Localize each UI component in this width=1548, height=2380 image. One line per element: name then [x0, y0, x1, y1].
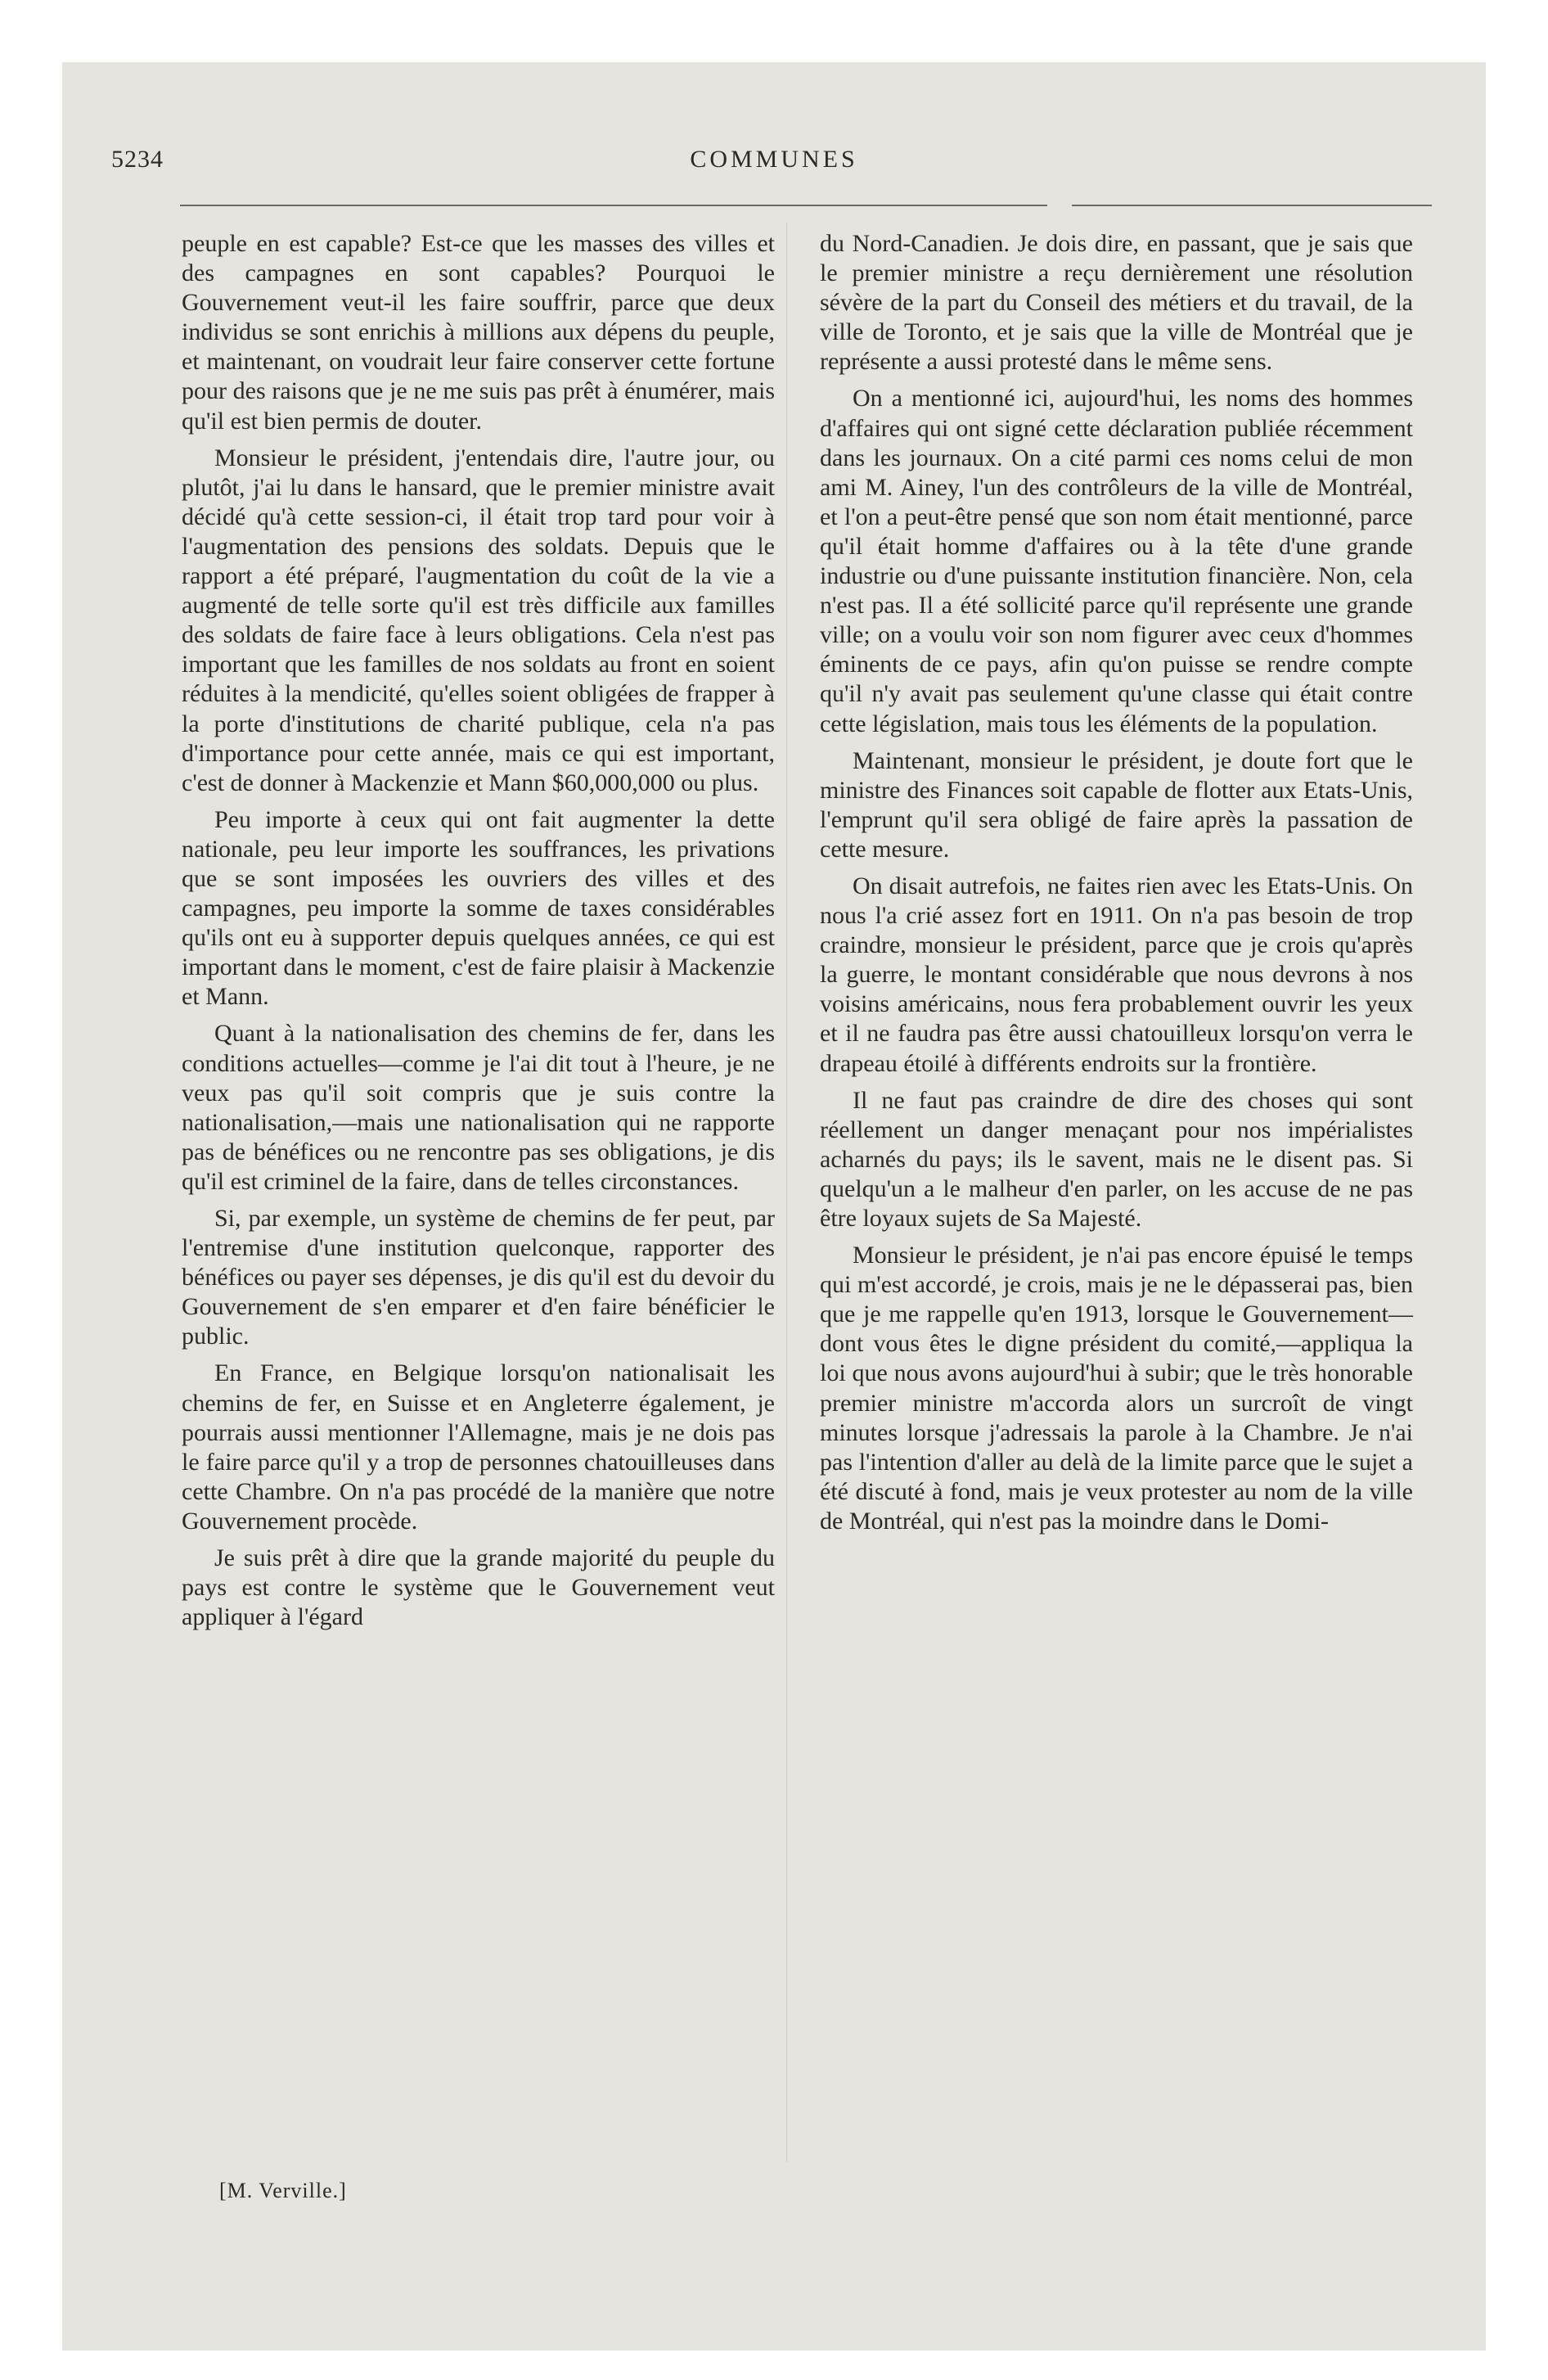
paragraph: On a mentionné ici, aujourd'hui, les noms des hommes d'affaires qui ont signé cette déclaration publiée récemment dans les journaux. On a cité parmi ces noms celui de mon ami M. Ainey, l'un des contrôleurs de la ville de Montréal, et l'on a peut-être pensé que son nom était mentionné, parce qu'il était homme d'affaires ou à la tête d'une grande industrie ou d'une puissante institution financière. Non, cela n'est pas. Il a été sollicité parce qu'il représente une grande ville; on a voulu voir son nom figurer avec ceux d'hommes éminents de ce pays, afin qu'on puisse se rendre compte qu'il n'y avait pas seulement qu'une classe qui était contre cette législation, mais tous les éléments de la population.: [820, 385, 1413, 737]
paragraph: Peu importe à ceux qui ont fait augmenter la dette nationale, peu leur importe les souffrances, les privations que se sont imposées les ouvriers des villes et des campagnes, peu importe la somme de taxes considérables qu'ils ont eu à supporter depuis quelques années, ce qui est important dans le moment, c'est de faire plaisir à Mackenzie et Mann.: [182, 805, 775, 1011]
column-divider: [786, 223, 787, 2162]
paragraph: Monsieur le président, j'entendais dire, l'autre jour, ou plutôt, j'ai lu dans le hansard, que le premier ministre avait décidé qu'à cette session-ci, il était trop tard pour voir à l'augmentation des pensions des soldats. Depuis que le rapport a été préparé, l'augmentation du coût de la vie a augmenté de telle sorte qu'il est très difficile aux familles des soldats de faire face à leurs obligations. Cela n'est pas important que les familles de nos soldats au front en soient réduites à la mendicité, qu'elles soient obligées de frapper à la porte d'institutions de charité publique, cela n'a pas d'importance pour cette année, mais ce qui est important, c'est de donner à Mackenzie et Mann $60,000,000 ou plus.: [182, 444, 775, 796]
paragraph: Je suis prêt à dire que la grande majorité du peuple du pays est contre le système que le Gouvernement veut appliquer à l'égard: [182, 1544, 775, 1631]
left-column: [182, 229, 775, 1639]
running-title: COMMUNES: [690, 146, 858, 173]
paragraph: Monsieur le président, je n'ai pas encore épuisé le temps qui m'est accordé, je crois, mais je ne le dépasserai pas, bien que je me rappelle qu'en 1913, lorsque le Gouvernement—dont vous êtes le digne président du comité,—appliqua la loi que nous avons aujourd'hui à subir; que le très honorable premier ministre m'accorda alors un surcroît de vingt minutes lorsque j'adressais la parole à la Chambre. Je n'ai pas l'intention d'aller au delà de la limite parce que le sujet a été discuté à fond, mais je veux protester au nom de la ville de Montréal, qui n'est pas la moindre dans le Domi-: [820, 1242, 1413, 1535]
speaker-tag: [M. Verville.]: [219, 2179, 347, 2202]
paragraph: Maintenant, monsieur le président, je doute fort que le ministre des Finances soit capable de flotter aux Etats-Unis, l'emprunt qu'il sera obligé de faire après la passation de cette mesure.: [820, 746, 1413, 863]
paragraph: Si, par exemple, un système de chemins de fer peut, par l'entremise d'une institution quelconque, rapporter des bénéfices ou payer ses dépenses, je dis qu'il est du devoir du Gouvernement de s'en emparer et d'en faire bénéficier le public.: [182, 1205, 775, 1350]
header-rule-right: [1072, 205, 1432, 206]
header-rule-left: [180, 205, 1047, 206]
paragraph: du Nord-Canadien. Je dois dire, en passant, que je sais que le premier ministre a reçu dernièrement une résolution sévère de la part du Conseil des métiers et du travail, de la ville de Toronto, et je sais que la ville de Montréal que je représente a aussi protesté dans le même sens.: [820, 230, 1413, 376]
page-number: 5234: [111, 146, 164, 173]
paragraph: Quant à la nationalisation des chemins de fer, dans les conditions actuelles—comme je l'ai dit tout à l'heure, je ne veux pas qu'il soit compris que je suis contre la nationalisation,—mais une nationalisation qui ne rapporte pas de bénéfices ou ne rencontre pas ses obligations, je dis qu'il est criminel de la faire, dans de telles circonstances.: [182, 1020, 775, 1195]
paragraph: En France, en Belgique lorsqu'on nationalisait les chemins de fer, en Suisse et en Angleterre également, je pourrais aussi mentionner l'Allemagne, mais je ne dois pas le faire parce qu'il y a trop de personnes chatouilleuses dans cette Chambre. On n'a pas procédé de la manière que notre Gouvernement procède.: [182, 1359, 775, 1535]
right-column: [820, 229, 1413, 1544]
paragraph: On disait autrefois, ne faites rien avec les Etats-Unis. On nous l'a crié assez fort en 1911. On n'a pas besoin de trop craindre, monsieur le président, parce que je crois qu'après la guerre, le montant considérable que nous devrons à nos voisins américains, nous fera probablement ouvrir les yeux et il ne faudra pas être aussi chatouilleux lorsqu'on verra le drapeau étoilé à différents endroits sur la frontière.: [820, 872, 1413, 1077]
paragraph: Il ne faut pas craindre de dire des choses qui sont réellement un danger menaçant pour nos impérialistes acharnés du pays; ils le savent, mais ne le disent pas. Si quelqu'un a le malheur d'en parler, on les accuse de ne pas être loyaux sujets de Sa Majesté.: [820, 1086, 1413, 1232]
paragraph: peuple en est capable? Est-ce que les masses des villes et des campagnes en sont capables? Pourquoi le Gouvernement veut-il les faire souffrir, parce que deux individus se sont enrichis à millions aux dépens du peuple, et maintenant, on voudrait leur faire conserver cette fortune pour des raisons que je ne me suis pas prêt à énumérer, mais qu'il est bien permis de douter.: [182, 230, 775, 435]
